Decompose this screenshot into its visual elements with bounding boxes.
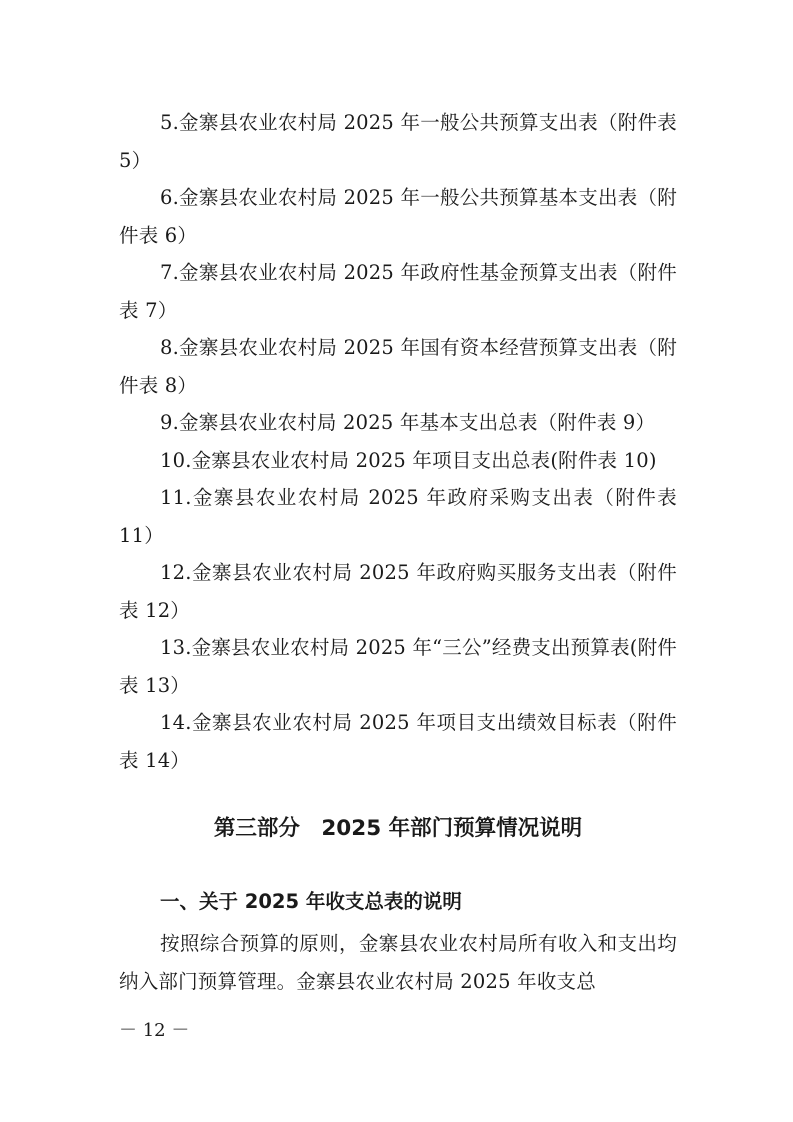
page-number: － 12 － [119, 1020, 190, 1041]
attachment-list [119, 104, 677, 779]
list-item: 11.金寨县农业农村局 2025 年政府采购支出表（附件表 11） [119, 486, 677, 547]
sub-heading: 一、关于 2025 年收支总表的说明 [160, 890, 462, 913]
list-item: 7.金寨县农业农村局 2025 年政府性基金预算支出表（附件表 7） [119, 261, 677, 322]
list-item: 6.金寨县农业农村局 2025 年一般公共预算基本支出表（附件表 6） [119, 186, 677, 247]
list-item: 8.金寨县农业农村局 2025 年国有资本经营预算支出表（附件表 8） [119, 336, 677, 397]
list-item: 12.金寨县农业农村局 2025 年政府购买服务支出表（附件表 12） [119, 561, 677, 622]
list-item: 10.金寨县农业农村局 2025 年项目支出总表(附件表 10) [160, 448, 657, 472]
list-item: 14.金寨县农业农村局 2025 年项目支出绩效目标表（附件表 14） [119, 711, 677, 772]
body-paragraph: 按照综合预算的原则，金寨县农业农村局所有收入和支出均纳入部门预算管理。金寨县农业农村局 2025 年收支总 [119, 932, 677, 993]
list-item: 9.金寨县农业农村局 2025 年基本支出总表（附件表 9） [160, 411, 656, 434]
list-item: 5.金寨县农业农村局 2025 年一般公共预算支出表（附件表 5） [119, 111, 677, 172]
section-heading: 第三部分 2025 年部门预算情况说明 [213, 816, 583, 841]
list-item: 13.金寨县农业农村局 2025 年“三公”经费支出预算表(附件表 13） [119, 636, 677, 697]
